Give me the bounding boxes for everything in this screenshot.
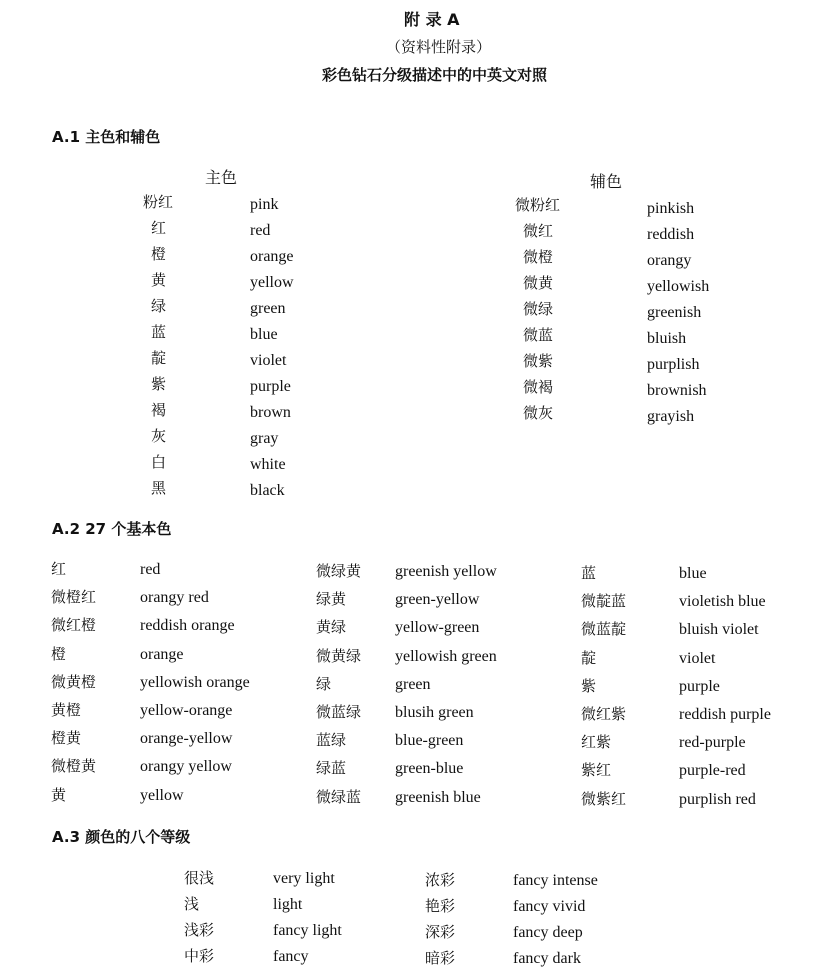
basic-color-col2-en: blusih green	[395, 704, 474, 721]
basic-color-col1-en: orange-yellow	[140, 730, 233, 747]
main-color-cn: 蓝	[151, 323, 167, 341]
basic-color-col3-cn: 紫红	[581, 761, 612, 779]
main-color-en: violet	[250, 352, 287, 369]
main-color-en: green	[250, 300, 286, 317]
grade-col2-en: fancy vivid	[513, 898, 586, 915]
basic-color-col1-en: yellowish orange	[140, 674, 250, 691]
grade-col2-cn: 艳彩	[425, 897, 456, 915]
main-color-en: yellow	[250, 274, 294, 291]
basic-color-col1-en: yellow-orange	[140, 702, 233, 719]
basic-color-col3-cn: 紫	[581, 677, 597, 695]
main-color-en: gray	[250, 430, 279, 447]
main-color-cn: 黑	[151, 479, 167, 497]
aux-color-cn: 微粉红	[515, 196, 561, 214]
main-color-cn: 靛	[151, 349, 167, 367]
section-a2-heading: A.2 27 个基本色	[52, 520, 172, 538]
basic-color-col1-en: reddish orange	[140, 617, 235, 634]
main-color-en: red	[250, 222, 271, 239]
basic-color-col2-cn: 绿蓝	[316, 759, 347, 777]
basic-color-col2-cn: 蓝绿	[316, 731, 347, 749]
main-color-cn: 橙	[151, 245, 167, 263]
section-a3-heading: A.3 颜色的八个等级	[52, 828, 191, 846]
basic-color-col1-en: red	[140, 561, 161, 578]
basic-color-col2-en: greenish blue	[395, 789, 481, 806]
basic-color-col1-en: orange	[140, 646, 184, 663]
grade-col2-en: fancy deep	[513, 924, 583, 941]
basic-color-col1-cn: 微橙红	[51, 588, 97, 606]
basic-color-col2-en: blue-green	[395, 732, 464, 749]
aux-color-cn: 微紫	[523, 352, 554, 370]
basic-color-col3-en: reddish purple	[679, 706, 771, 723]
basic-color-col2-cn: 微蓝绿	[316, 703, 362, 721]
basic-color-col2-cn: 微绿黄	[316, 562, 362, 580]
main-color-en: orange	[250, 248, 294, 265]
basic-color-col1-en: yellow	[140, 787, 184, 804]
main-color-en: blue	[250, 326, 278, 343]
main-color-en: purple	[250, 378, 291, 395]
aux-color-en: orangy	[647, 252, 692, 269]
aux-color-cn: 微蓝	[523, 326, 554, 344]
main-color-en: black	[250, 482, 285, 499]
basic-color-col3-cn: 靛	[581, 649, 597, 667]
basic-color-col1-cn: 橙	[51, 645, 67, 663]
main-color-cn: 红	[151, 219, 167, 237]
basic-color-col3-en: blue	[679, 565, 707, 582]
basic-color-col1-cn: 微橙黄	[51, 757, 97, 775]
basic-color-col3-en: purple-red	[679, 762, 746, 779]
main-color-cn: 白	[151, 453, 167, 471]
basic-color-col2-en: yellowish green	[395, 648, 497, 665]
grade-col1-cn: 浅	[184, 895, 200, 913]
appendix-title: 附 录 A	[404, 10, 460, 29]
basic-color-col2-en: green	[395, 676, 431, 693]
aux-color-en: greenish	[647, 304, 702, 321]
basic-color-col2-cn: 黄绿	[316, 618, 347, 636]
basic-color-col1-en: orangy red	[140, 589, 209, 606]
basic-color-col3-en: purple	[679, 678, 720, 695]
basic-color-col1-cn: 微红橙	[51, 616, 97, 634]
aux-color-cn: 微灰	[523, 404, 554, 422]
main-color-cn: 灰	[151, 427, 167, 445]
aux-color-en: pinkish	[647, 200, 695, 217]
main-color-cn: 褐	[151, 401, 167, 419]
basic-color-col2-en: greenish yellow	[395, 563, 497, 580]
basic-color-col3-en: violetish blue	[679, 593, 766, 610]
aux-color-label: 辅色	[590, 172, 623, 191]
basic-color-col1-en: orangy yellow	[140, 758, 232, 775]
section-a1-heading: A.1 主色和辅色	[52, 128, 161, 146]
basic-color-col3-en: red-purple	[679, 734, 746, 751]
aux-color-en: reddish	[647, 226, 695, 243]
aux-color-en: brownish	[647, 382, 707, 399]
main-color-en: brown	[250, 404, 291, 421]
basic-color-col1-cn: 红	[51, 560, 67, 578]
aux-color-en: yellowish	[647, 278, 710, 295]
grade-col1-cn: 很浅	[184, 869, 215, 887]
aux-color-en: grayish	[647, 408, 695, 425]
main-color-en: white	[250, 456, 286, 473]
grade-col2-en: fancy intense	[513, 872, 598, 889]
basic-color-col3-en: purplish red	[679, 791, 756, 808]
main-color-cn: 黄	[151, 271, 167, 289]
grade-col2-en: fancy dark	[513, 950, 581, 967]
basic-color-col2-en: green-yellow	[395, 591, 480, 608]
basic-color-col2-en: yellow-green	[395, 619, 480, 636]
main-color-cn: 紫	[151, 375, 167, 393]
grade-col1-en: light	[273, 896, 303, 913]
grade-col1-cn: 浅彩	[184, 921, 215, 939]
grade-col2-cn: 暗彩	[425, 949, 456, 967]
main-color-en: pink	[250, 196, 279, 213]
basic-color-col3-cn: 微紫红	[581, 790, 627, 808]
basic-color-col1-cn: 橙黄	[51, 729, 82, 747]
basic-color-col3-cn: 红紫	[581, 733, 612, 751]
basic-color-col2-cn: 微黄绿	[316, 647, 362, 665]
basic-color-col3-en: bluish violet	[679, 621, 759, 638]
basic-color-col3-cn: 微靛蓝	[581, 592, 627, 610]
aux-color-en: purplish	[647, 356, 700, 373]
basic-color-col2-cn: 绿黄	[316, 590, 347, 608]
main-color-label: 主色	[205, 168, 238, 187]
basic-color-col3-cn: 微红紫	[581, 705, 627, 723]
basic-color-col1-cn: 黄	[51, 786, 67, 804]
grade-col1-en: fancy	[273, 948, 309, 965]
basic-color-col1-cn: 微黄橙	[51, 673, 97, 691]
basic-color-col1-cn: 黄橙	[51, 701, 82, 719]
basic-color-col3-cn: 蓝	[581, 564, 597, 582]
grade-col2-cn: 深彩	[425, 923, 456, 941]
aux-color-cn: 微红	[523, 222, 554, 240]
main-color-cn: 粉红	[143, 193, 174, 211]
grade-col1-cn: 中彩	[184, 947, 215, 965]
appendix-note: （资料性附录）	[386, 38, 492, 56]
basic-color-col3-cn: 微蓝靛	[581, 620, 627, 638]
document-title: 彩色钻石分级描述中的中英文对照	[322, 66, 548, 84]
aux-color-cn: 微绿	[523, 300, 554, 318]
grade-col1-en: fancy light	[273, 922, 342, 939]
main-color-cn: 绿	[151, 297, 167, 315]
grade-col1-en: very light	[273, 870, 335, 887]
aux-color-cn: 微黄	[523, 274, 554, 292]
basic-color-col2-en: green-blue	[395, 760, 464, 777]
basic-color-col2-cn: 微绿蓝	[316, 788, 362, 806]
basic-color-col2-cn: 绿	[316, 675, 332, 693]
aux-color-cn: 微橙	[523, 248, 554, 266]
grade-col2-cn: 浓彩	[425, 871, 456, 889]
basic-color-col3-en: violet	[679, 650, 716, 667]
aux-color-en: bluish	[647, 330, 687, 347]
aux-color-cn: 微褐	[523, 378, 554, 396]
